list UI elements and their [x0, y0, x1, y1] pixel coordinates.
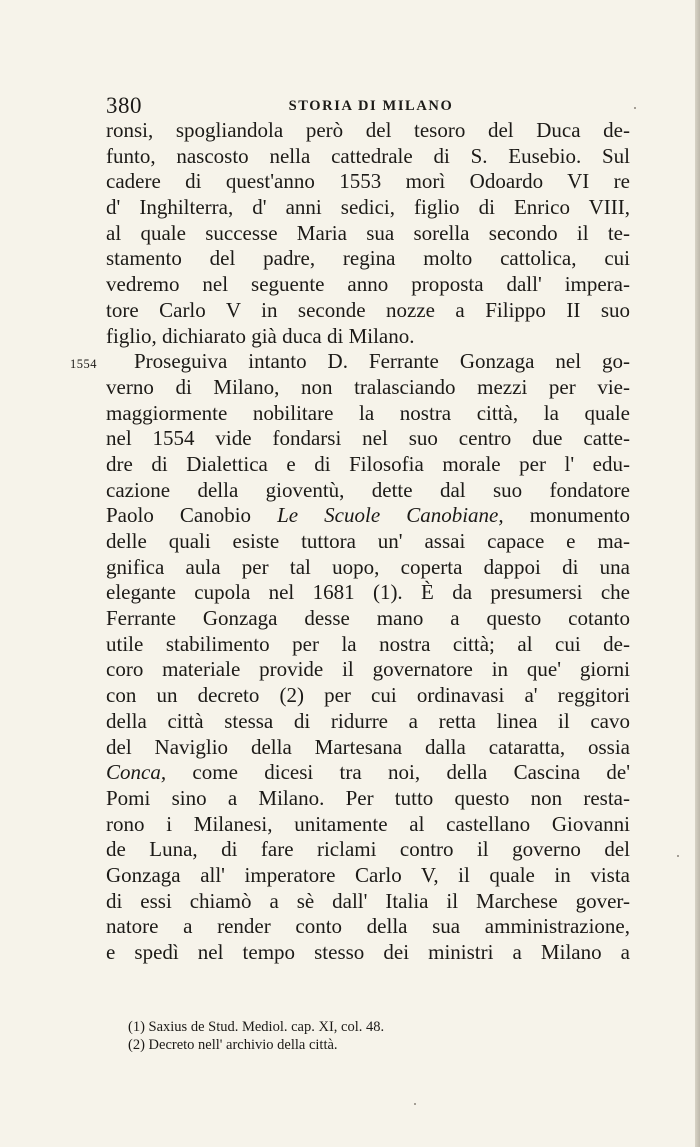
text-line: tore Carlo V in seconde nozze a Filippo II suo — [106, 297, 630, 322]
text-line: elegante cupola nel 1681 (1). È da presumersi che — [106, 580, 630, 605]
text-line: natore a render conto della sua amministrazione, — [106, 914, 630, 939]
text-line: ronsi, spogliandola però del tesoro del Duca de- — [106, 118, 630, 142]
footnotes — [128, 1018, 548, 1054]
text-line: de Luna, di fare riclami contro il governo del — [106, 837, 630, 862]
page-number: 380 — [106, 93, 142, 118]
text-line: maggiormente nobilitare la nostra città, la quale — [106, 400, 630, 425]
paragraph-start-line: Proseguiva intanto D. Ferrante Gonzaga nel go- — [134, 349, 630, 374]
text-line: utile stabilimento per la nostra città; al cui de- — [106, 631, 630, 656]
text-line: di essi chiamò a sè dall' Italia il Marchese gover- — [106, 888, 630, 913]
text-line: vedremo nel seguente anno proposta dall' impera- — [106, 272, 630, 297]
text-fragment: come dicesi tra noi, della Cascina de' — [192, 760, 631, 785]
text-line: Ferrante Gonzaga desse mano a questo cotanto — [106, 606, 630, 631]
text-line: cadere di quest'anno 1553 morì Odoardo VI re — [106, 169, 630, 194]
text-line: rono i Milanesi, unitamente al castellano Giovanni — [106, 811, 630, 836]
footnote-2: (2) Decreto nell' archivio della città. — [128, 1037, 338, 1053]
text-line: cazione della gioventù, dette dal suo fondatore — [106, 477, 630, 502]
text-fragment: Paolo Canobio — [106, 503, 252, 528]
text-line: d' Inghilterra, d' anni sedici, figlio di Enrico VIII, — [106, 195, 630, 220]
text-line: delle quali esiste tuttora un' assai capace e ma- — [106, 529, 630, 553]
text-line-with-italic — [106, 503, 630, 529]
text-line: con un decreto (2) per cui ordinavasi a' reggitori — [106, 683, 630, 708]
paper-speck — [414, 1103, 416, 1105]
text-line: stamento del padre, regina molto cattolica, cui — [106, 246, 630, 271]
text-line: e spedì nel tempo stesso dei ministri a Milano a — [106, 940, 630, 964]
italic-title: Le Scuole Canobiane, — [277, 503, 504, 528]
text-fragment: monumento — [529, 503, 631, 528]
text-line-with-italic — [106, 760, 630, 786]
margin-year-note: 1554 — [70, 357, 97, 371]
text-line: al quale successe Maria sua sorella secondo il te- — [106, 220, 630, 245]
page-header — [106, 93, 636, 119]
text-line: verno di Milano, non tralasciando mezzi per vie- — [106, 374, 630, 399]
running-head: STORIA DI MILANO — [288, 98, 454, 114]
paper-speck — [634, 107, 636, 109]
text-line: coro materiale provide il governatore in que' giorni — [106, 657, 630, 682]
text-line: della città stessa di ridurre a retta linea il cavo — [106, 708, 630, 733]
text-line: funto, nascosto nella cattedrale di S. Eusebio. Sul — [106, 143, 630, 168]
text-line: dre di Dialettica e di Filosofia morale per l' edu- — [106, 451, 630, 476]
page-edge-shadow — [695, 0, 700, 1147]
text-line: del Naviglio della Martesana dalla cataratta, ossia — [106, 734, 630, 759]
text-line: nel 1554 vide fondarsi nel suo centro due catte- — [106, 426, 630, 451]
text-line: figlio, dichiarato già duca di Milano. — [106, 323, 415, 348]
text-line: Gonzaga all' imperatore Carlo V, il quale in vista — [106, 862, 630, 887]
footnote-1: (1) Saxius de Stud. Mediol. cap. XI, col. 48. — [128, 1019, 385, 1035]
text-line: gnifica aula per tal uopo, coperta dappoi di una — [106, 554, 630, 579]
italic-word: Conca, — [106, 760, 167, 785]
text-line: Pomi sino a Milano. Per tutto questo non resta- — [106, 785, 630, 810]
body-text — [106, 118, 630, 966]
paper-speck — [677, 855, 679, 857]
